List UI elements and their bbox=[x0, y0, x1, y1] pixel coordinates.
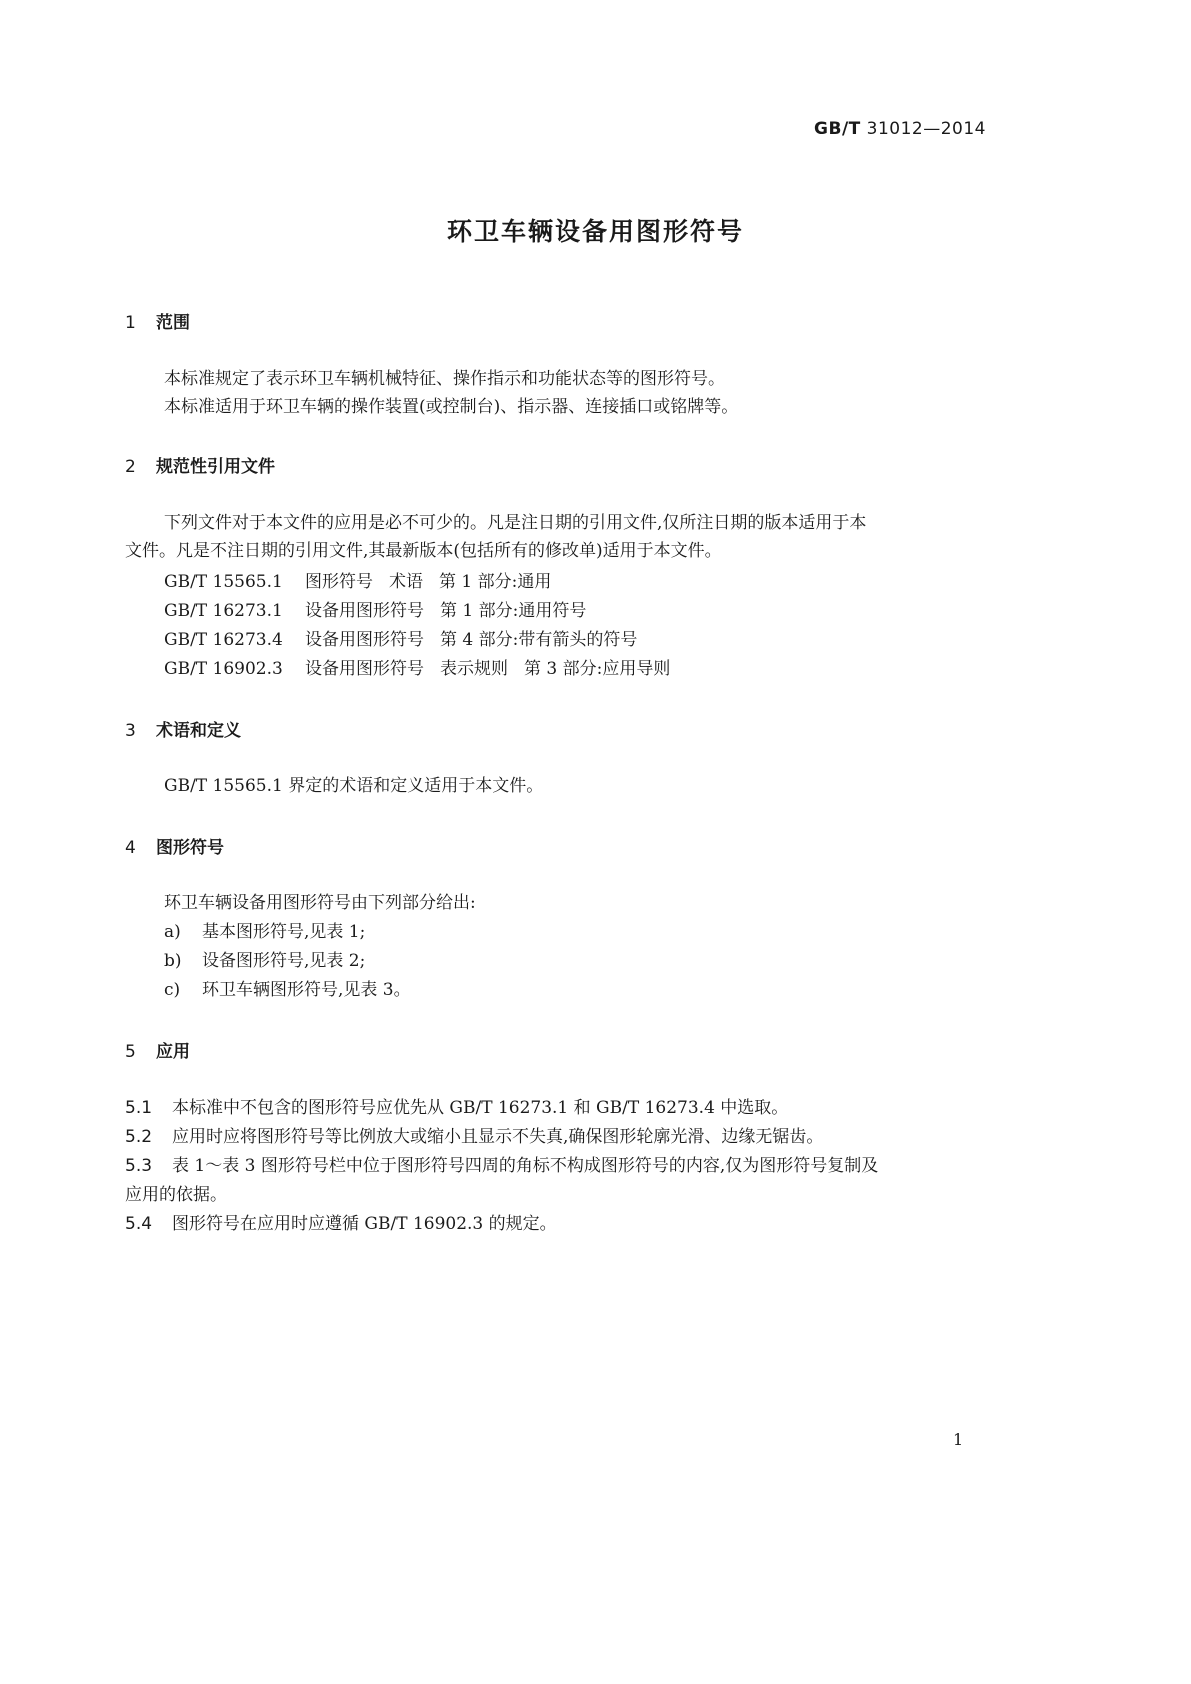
section-number: 2 bbox=[125, 457, 136, 477]
reference-name: 设备用图形符号 bbox=[305, 630, 424, 650]
clause-text: 图形符号在应用时应遵循 GB/T 16902.3 的规定。 bbox=[172, 1214, 557, 1234]
list-text: 设备图形符号,见表 2; bbox=[202, 951, 366, 971]
clause-5-4 bbox=[125, 1210, 557, 1238]
reference-code: GB/T 16902.3 bbox=[164, 659, 283, 679]
reference-part: 术语 bbox=[389, 572, 423, 592]
section-title: 术语和定义 bbox=[156, 721, 241, 741]
reference-part: 第 1 部分:通用符号 bbox=[440, 601, 587, 621]
reference-name: 设备用图形符号 bbox=[305, 601, 424, 621]
list-label: a) bbox=[164, 922, 181, 942]
clause-5-1 bbox=[125, 1094, 788, 1122]
section-title: 范围 bbox=[156, 313, 190, 333]
section-1-heading bbox=[125, 308, 190, 333]
section-1-paragraph-1: 本标准规定了表示环卫车辆机械特征、操作指示和功能状态等的图形符号。 bbox=[164, 369, 725, 389]
section-2-paragraph-line-1: 下列文件对于本文件的应用是必不可少的。凡是注日期的引用文件,仅所注日期的版本适用于本 bbox=[164, 513, 867, 533]
list-item bbox=[164, 947, 365, 975]
clause-number: 5.2 bbox=[125, 1127, 153, 1147]
reference-part: 表示规则 bbox=[440, 659, 508, 679]
reference-sub: 第 3 部分:应用导则 bbox=[524, 659, 671, 679]
clause-5-3-continuation: 应用的依据。 bbox=[125, 1185, 227, 1205]
list-text: 基本图形符号,见表 1; bbox=[202, 922, 366, 942]
clause-number: 5.1 bbox=[125, 1098, 153, 1118]
section-title: 图形符号 bbox=[156, 838, 224, 858]
reference-part: 第 4 部分:带有箭头的符号 bbox=[440, 630, 638, 650]
section-3-paragraph: GB/T 15565.1 界定的术语和定义适用于本文件。 bbox=[164, 776, 544, 796]
reference-sub: 第 1 部分:通用 bbox=[439, 572, 552, 592]
section-2-paragraph-line-2: 文件。凡是不注日期的引用文件,其最新版本(包括所有的修改单)适用于本文件。 bbox=[125, 541, 722, 561]
reference-name: 图形符号 bbox=[305, 572, 373, 592]
reference-item bbox=[164, 567, 551, 592]
standard-prefix: GB/T bbox=[814, 119, 861, 139]
reference-code: GB/T 16273.1 bbox=[164, 601, 283, 621]
list-text: 环卫车辆图形符号,见表 3。 bbox=[202, 980, 411, 1000]
reference-code: GB/T 15565.1 bbox=[164, 572, 283, 592]
section-2-heading bbox=[125, 452, 275, 477]
clause-text: 表 1～表 3 图形符号栏中位于图形符号四周的角标不构成图形符号的内容,仅为图形符号复制及 bbox=[172, 1156, 879, 1176]
reference-code: GB/T 16273.4 bbox=[164, 630, 283, 650]
clause-number: 5.4 bbox=[125, 1214, 153, 1234]
section-1-paragraph-2: 本标准适用于环卫车辆的操作装置(或控制台)、指示器、连接插口或铭牌等。 bbox=[164, 397, 739, 417]
list-label: c) bbox=[164, 980, 181, 1000]
section-number: 1 bbox=[125, 313, 136, 333]
document-title: 环卫车辆设备用图形符号 bbox=[446, 217, 744, 246]
standard-number: 31012—2014 bbox=[866, 119, 986, 139]
section-number: 3 bbox=[125, 721, 136, 741]
reference-item bbox=[164, 596, 586, 621]
list-item bbox=[164, 976, 411, 1004]
reference-item bbox=[164, 654, 670, 679]
section-number: 4 bbox=[125, 838, 136, 858]
section-4-heading bbox=[125, 833, 224, 858]
standard-code bbox=[814, 119, 986, 139]
section-4-intro: 环卫车辆设备用图形符号由下列部分给出: bbox=[164, 893, 476, 913]
page-number: 1 bbox=[953, 1430, 964, 1449]
list-label: b) bbox=[164, 951, 182, 971]
clause-5-2 bbox=[125, 1123, 823, 1151]
clause-5-3 bbox=[125, 1152, 878, 1180]
reference-item bbox=[164, 625, 637, 650]
reference-name: 设备用图形符号 bbox=[305, 659, 424, 679]
section-5-heading bbox=[125, 1037, 190, 1062]
clause-text: 应用时应将图形符号等比例放大或缩小且显示不失真,确保图形轮廓光滑、边缘无锯齿。 bbox=[172, 1127, 824, 1147]
clause-text: 本标准中不包含的图形符号应优先从 GB/T 16273.1 和 GB/T 16273.4 中选取。 bbox=[172, 1098, 789, 1118]
section-title: 应用 bbox=[156, 1042, 190, 1062]
section-3-heading bbox=[125, 716, 241, 741]
section-title: 规范性引用文件 bbox=[156, 457, 275, 477]
list-item bbox=[164, 918, 365, 946]
section-number: 5 bbox=[125, 1042, 136, 1062]
clause-number: 5.3 bbox=[125, 1156, 153, 1176]
